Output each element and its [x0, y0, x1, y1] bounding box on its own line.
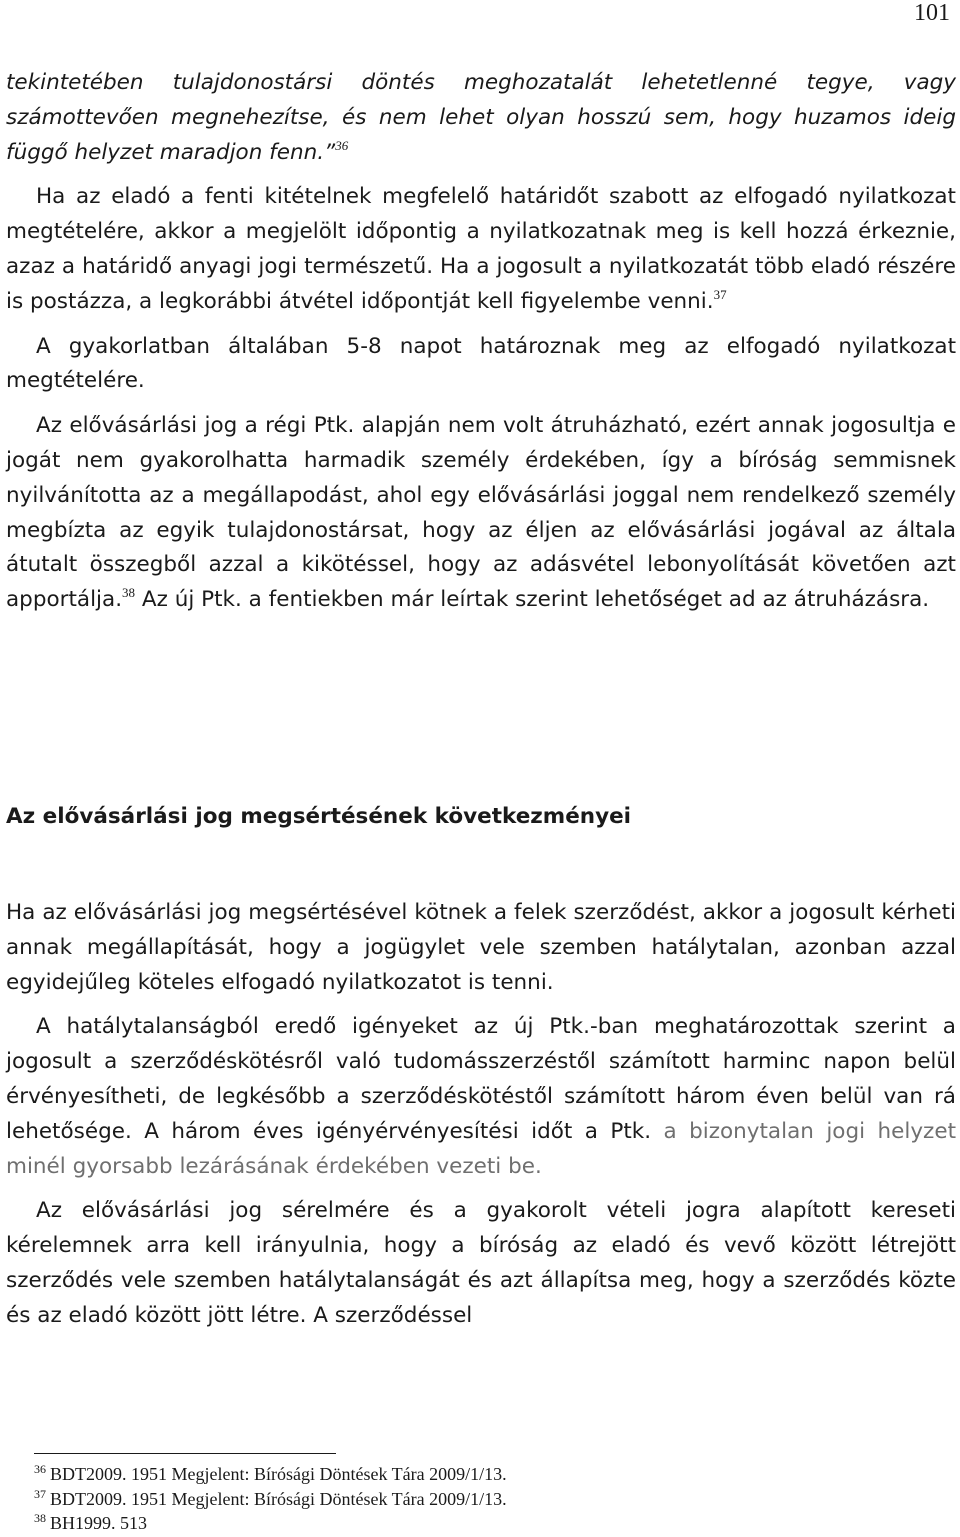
page-number: 101 [914, 0, 950, 26]
paragraph-deadline: Ha az eladó a fenti kitételnek megfelelő határidőt szabott az elfogadó nyilatkozat megtételére, akkor a megjelölt időpontig a nyilatkozatnak meg is kell hozzá érkeznie, azaz a határidő anyagi jogi természetű. Ha a jogosult a nyilatkozatát több eladó részére is postázza, a legkorábbi átvétel időpontját kell figyelembe venni.$^{37}$ [6, 184, 956, 314]
paragraph-claims: A hatálytalanságból eredő igényeket az új Ptk.-ban meghatározottak szerint a jogosult a szerződéskötésről való tudomásszerzéstől számított harminc napon belül érvényesítheti, de legkésőbb a szerződéskötéstől számított három éven belül van rá lehetősége. A három éves igényérvényesítési időt a Ptk. a bizonytalan jogi helyzet minél gyorsabb lezárásának érdekében vezeti be. [6, 1014, 956, 1179]
footnote-separator [34, 1453, 336, 1454]
paragraph-infringement: Ha az elővásárlási jog megsértésével kötnek a felek szerződést, akkor a jogosult kérheti annak megállapítását, hogy a jogügylet vele szemben hatálytalan, azonban azzal egyidejűleg köteles elfogadó nyilatkozatot is tenni. [6, 900, 956, 995]
paragraph-lawsuit: Az elővásárlási jog sérelmére és a gyakorolt vételi jogra alapított kereseti kérelemnek arra kell irányulnia, hogy a bíróság az eladó és vevő között létrejött szerződés vele szemben hatálytalanságát és azt állapítsa meg, hogy a szerződés közte és az eladó között jött létre. A szerződéssel [6, 1198, 956, 1328]
footnote-ref-38[interactable]: 38 [122, 585, 136, 601]
footnote-36: $^{36}$ BDT2009. 1951 Megjelent: Bírósági Döntések Tára 2009/1/13. [34, 1462, 507, 1484]
section-heading: Az elővásárlási jog megsértésének következményei [6, 804, 632, 829]
body-text-block-2 [6, 896, 956, 1334]
footnote-ref-36[interactable]: 36 [335, 137, 349, 153]
body-text-block-1 [6, 66, 956, 618]
footnote-ref-37[interactable]: 37 [713, 286, 727, 302]
footnote-38: $^{38}$ BH1999. 513 [34, 1511, 148, 1533]
footnote-37: $^{37}$ BDT2009. 1951 Megjelent: Bírósági Döntések Tára 2009/1/13. [34, 1486, 507, 1509]
paragraph-quote-end: tekintetében tulajdonostársi döntés meghozatalát lehetetlenné tegye, vagy számottevően megnehezítse, és nem lehet olyan hosszú sem, hogy huzamos ideig függő helyzet maradjon fenn.”$^{36}$ [6, 70, 956, 165]
paragraph-practice: A gyakorlatban általában 5-8 napot határoznak meg az elfogadó nyilatkozat megtételére. [6, 333, 956, 394]
paragraph-transfer: Az elővásárlási jog a régi Ptk. alapján nem volt átruházható, ezért annak jogosultja e jogát nem gyakorolhatta harmadik személy érdekében, így a bíróság semmisnek nyilvánította az a megállapodást, ahol egy elővásárlási joggal nem rendelkező személy megbízta az egyik tulajdonostársat, hogy az éljen az elővásárlási jogával az általa átutalt összegből azzal a kikötéssel, hogy az adásvétel lebonyolítását követően azt apportálja.$^{38}$ Az új Ptk. a fentiekben már leírtak szerint lehetőséget ad az átruházásra. [6, 413, 956, 613]
footnotes [34, 1462, 507, 1536]
